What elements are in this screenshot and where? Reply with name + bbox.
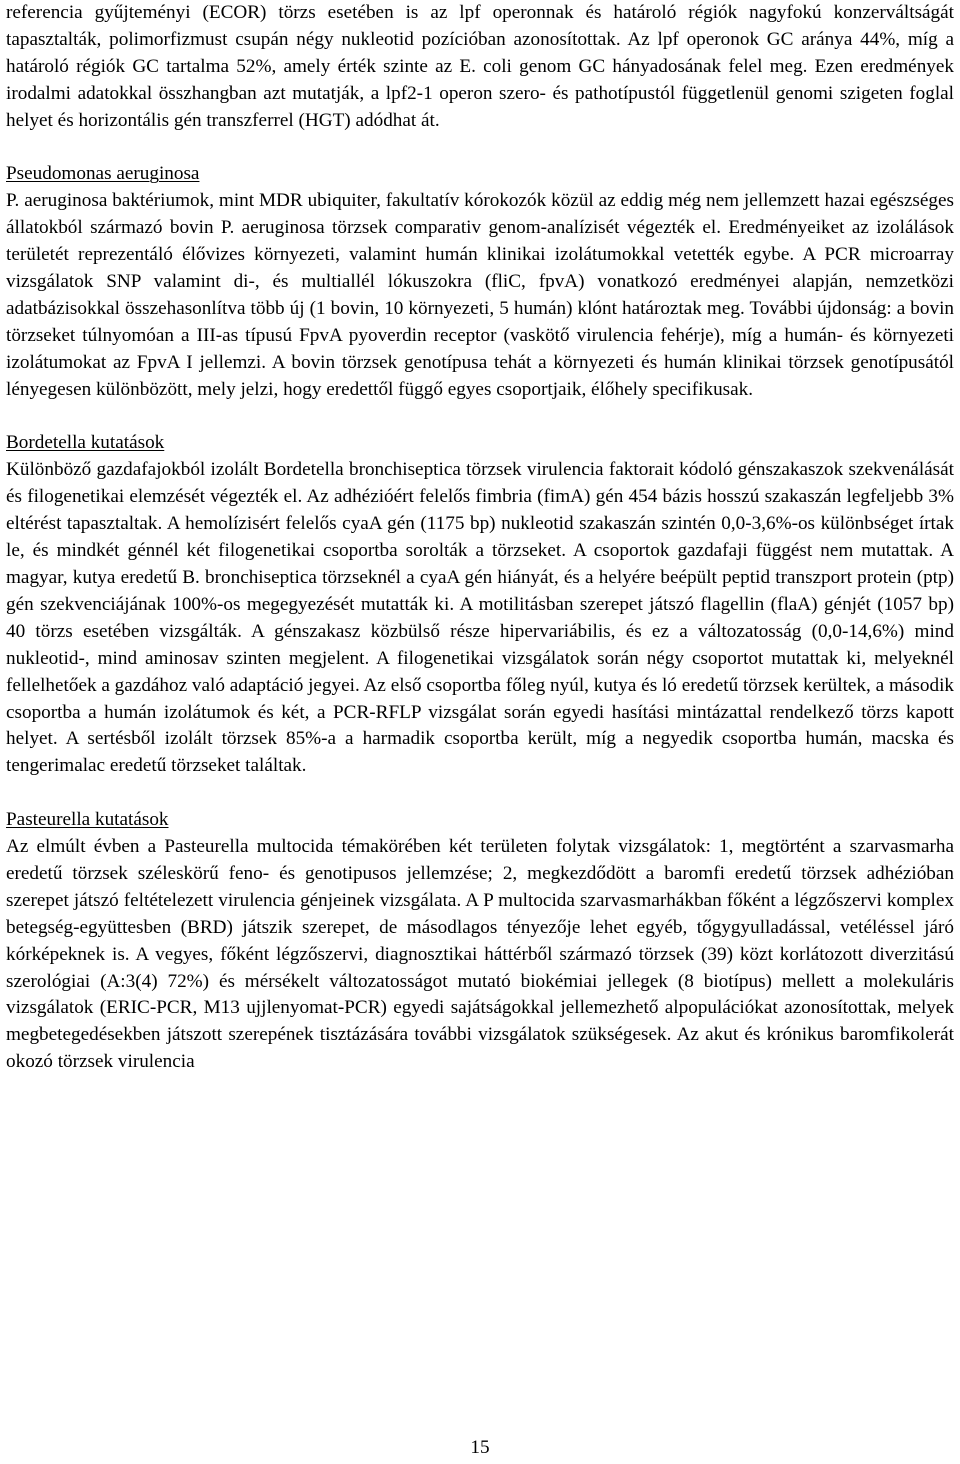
section-body-pseudomonas: P. aeruginosa baktériumok, mint MDR ubiquiter, fakultatív kórokozók közül az eddig még nem jellemzett hazai egészséges állatokból származó bovin P. aeruginosa törzsek comparativ genom-analízisét végezték el. Eredményeiket az izolálások területét reprezentáló élővizes környezeti, valamint humán klinikai izolátumokkal vetették egybe. A PCR microarray vizsgálatok SNP valamint di-, és multiallél lókuszokra (fliC, fpvA) vonatkozó eredményei alapján, nemzetközi adatbázisokkal összehasonlítva több új (1 bovin, 10 környezeti, 5 humán) klónt határoztak meg. További újdonság: a bovin törzseket túlnyomóan a III-as típusú FpvA pyoverdin receptor (vaskötő virulencia fehérje), míg a humán- és környezeti izolátumokat az FpvA I jellemzi. A bovin törzsek genotípusa tehát a környezeti és humán klinikai törzsek genotípusától lényegesen különbözött, mely jelzi, hogy eredettől függő egyes csoportjaik, élőhely specifikusak. xyxy=(6,190,954,400)
section-body-bordetella: Különböző gazdafajokból izolált Bordetella bronchiseptica törzsek virulencia faktorait kódoló génszakaszok szekvenálását és filogenetikai elemzését végezték el. Az adhézióért felelős fimbria (fimA) gén 454 bázis hosszú szakaszán legfeljebb 3% eltérést tapasztaltak. A hemolízisért felelős cyaA gén (1175 bp) nukleotid szakaszán szintén 0,0-3,6%-os különbséget írtak le, és mindkét génnél két filogenetikai csoportba sorolták a törzseket. A csoportok gazdafaji függést nem mutattak. A magyar, kutya eredetű B. bronchiseptica törzseknél a cyaA gén hiányát, és a helyére beépült peptid transzport protein (ptp) gén szekvenciájának 100%-os megegyezését mutatták ki. A motilitásban szerepet játszó flagellin (flaA) génjét (1057 bp) 40 törzs esetében vizsgálták. A génszakasz közbülső része hipervariábilis, és ez a változatosság (0,0-14,6%) mind nukleotid-, mind aminosav szinten megjelent. A filogenetikai vizsgálatok során négy csoportot mutattak ki, melyeknél fellelhetőek a gazdához való adaptáció jegyei. Az első csoportba főleg nyúl, kutya és ló eredetű törzsek kerültek, a második csoportba a humán izolátumok és két, a PCR-RFLP vizsgálat során egyedi hasítási mintázattal rendelkező törzs kapott helyet. A sertésből izolált törzsek 85%-a a harmadik csoportba került, míg a negyedik csoportba humán, macska és tengerimalac eredetű törzseket találtak. xyxy=(6,459,954,777)
section-heading-bordetella: Bordetella kutatások xyxy=(6,432,165,454)
intro-paragraph: referencia gyűjteményi (ECOR) törzs esetében is az lpf operonnak és határoló régiók nagyfokú konzerváltságát tapasztalták, polimorfizmust csupán négy nukleotid pozícióban azonosítottak. Az lpf operonok GC aránya 44%, míg a határoló régiók GC tartalma 52%, amely érték szinte az E. coli genom GC hányadosának felel meg. Ezen eredmények irodalmi adatokkal összhangban azt mutatják, a lpf2-1 operon szero- és pathotípustól függetlenül genomi szigeten foglal helyet és horizontális gén transzferrel (HGT) adódhat át. xyxy=(6,2,954,131)
document-page xyxy=(6,0,954,1076)
section-heading-pseudomonas: Pseudomonas aeruginosa xyxy=(6,163,200,185)
paragraph-gap xyxy=(6,135,954,162)
section-heading-pasteurella: Pasteurella kutatások xyxy=(6,809,169,831)
paragraph-gap xyxy=(6,404,954,431)
section-body-pasteurella: Az elmúlt évben a Pasteurella multocida témakörében két területen folytak vizsgálatok: 1, megtörtént a szarvasmarha eredetű törzsek széleskörű feno- és genotipusos jellemzése; 2, megkezdődött a baromfi eredetű törzsek adhézióban szerepet játszó feltételezett virulencia génjeinek vizsgálata. A P multocida szarvasmarhákban főként a légzőszervi komplex betegség-együttesben (BRD) játszik szerepet, de másodlagos tényezője lehet egyéb, tőgygyulladással, vetéléssel járó kórképeknek is. A vegyes, főként légzőszervi, diagnosztikai háttérből származó törzsek (39) közt korlátozott diverzitású szerológiai (A:3(4) 72%) és mérsékelt változatosságot mutató biokémiai jellegek (8 biotípus) mellett a molekuláris vizsgálatok (ERIC-PCR, M13 ujjlenyomat-PCR) egyedi sajátságokkal jellemezhető alpopulációkat azonosítottak, melyek megbetegedésekben játszott szerepének tisztázására további vizsgálatok szükségesek. Az akut és krónikus baromfikolerát okozó törzsek virulencia xyxy=(6,836,954,1073)
paragraph-gap xyxy=(6,780,954,807)
page-number: 15 xyxy=(470,1437,490,1458)
